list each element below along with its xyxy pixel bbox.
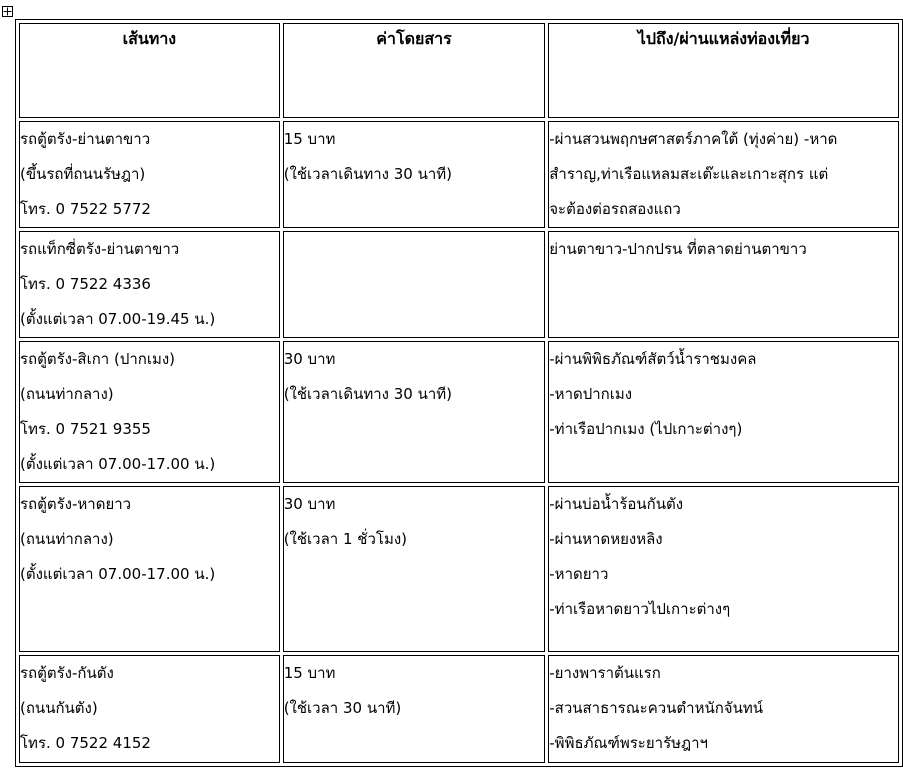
route-line: (ถนนท่ากลาง) <box>20 385 114 403</box>
table-row <box>19 121 899 228</box>
route-cell <box>19 341 280 483</box>
route-line: (ถนนท่ากลาง) <box>20 530 114 548</box>
fare-line: 15 บาท <box>283 664 336 682</box>
destination-line: สำราญ,ท่าเรือแหลมสะเต๊ะและเกาะสุกร แต่ <box>549 165 829 183</box>
destination-line: -พิพิธภัณฑ์พระยารัษฎาฯ <box>549 734 708 752</box>
bus-routes-table <box>15 19 903 767</box>
route-line: รถตู้ตรัง-หาดยาว <box>20 495 132 513</box>
table-row <box>19 486 899 652</box>
route-line: (ขึ้นรถที่ถนนรัษฎา) <box>20 165 146 183</box>
destination-line: -สวนสาธารณะควนตำหนักจันทน์ <box>549 699 763 717</box>
route-line: (ตั้งแต่เวลา 07.00-17.00 น.) <box>20 565 216 583</box>
route-line: (ตั้งแต่เวลา 07.00-19.45 น.) <box>20 310 216 328</box>
route-cell <box>19 486 280 652</box>
table-row <box>19 231 899 338</box>
header-destinations: ไปถึง/ผ่านแหล่งท่องเที่ยว <box>548 23 899 118</box>
fare-line: 30 บาท <box>283 495 336 513</box>
table-row <box>19 655 899 763</box>
table-row <box>19 341 899 483</box>
destination-line: -ผ่านสวนพฤกษศาสตร์ภาคใต้ (ทุ่งค่าย) -หาด <box>549 130 838 148</box>
route-line: โทร. 0 7521 9355 <box>20 420 151 438</box>
route-line: (ตั้งแต่เวลา 07.00-17.00 น.) <box>20 455 216 473</box>
route-line: รถตู้ตรัง-สิเกา (ปากเมง) <box>20 350 176 368</box>
destination-line: จะต้องต่อรถสองแถว <box>549 200 681 218</box>
destinations-cell <box>548 231 899 338</box>
fare-line: (ใช้เวลา 1 ชั่วโมง) <box>283 530 408 548</box>
route-line: โทร. 0 7522 5772 <box>20 200 151 218</box>
destination-line: -ผ่านบ่อน้ำร้อนกันตัง <box>549 495 684 513</box>
fare-line: (ใช้เวลาเดินทาง 30 นาที) <box>283 165 453 183</box>
fare-line: (ใช้เวลา 30 นาที) <box>283 699 402 717</box>
fare-cell <box>283 121 546 228</box>
header-route: เส้นทาง <box>19 23 280 118</box>
route-line: รถตู้ตรัง-ย่านตาขาว <box>20 130 151 148</box>
fare-cell <box>283 341 546 483</box>
destination-line: ย่านตาขาว-ปากปรน ที่ตลาดย่านตาขาว <box>549 240 807 258</box>
fare-cell <box>283 231 546 338</box>
route-cell <box>19 655 280 763</box>
route-cell <box>19 121 280 228</box>
header-fare: ค่าโดยสาร <box>283 23 546 118</box>
fare-cell <box>283 486 546 652</box>
route-line: โทร. 0 7522 4336 <box>20 275 151 293</box>
destination-line: -หาดปากเมง <box>549 385 633 403</box>
destination-line: -หาดยาว <box>549 565 609 583</box>
destination-line: -ท่าเรือหาดยาวไปเกาะต่างๆ <box>549 600 731 618</box>
route-line: รถตู้ตรัง-กันตัง <box>20 664 114 682</box>
destinations-cell <box>548 121 899 228</box>
destination-line: -ยางพาราต้นแรก <box>549 664 661 682</box>
fare-line: (ใช้เวลาเดินทาง 30 นาที) <box>283 385 453 403</box>
fare-line: 30 บาท <box>283 350 336 368</box>
destination-line: -ผ่านหาดหยงหลิง <box>549 530 663 548</box>
destinations-cell <box>548 486 899 652</box>
route-line: รถแท็กซี่ตรัง-ย่านตาขาว <box>20 240 180 258</box>
fare-cell <box>283 655 546 763</box>
route-line: (ถนนกันตัง) <box>20 699 98 717</box>
table-move-handle-icon[interactable] <box>2 6 13 17</box>
destinations-cell <box>548 341 899 483</box>
route-line: โทร. 0 7522 4152 <box>20 734 151 752</box>
destination-line: -ผ่านพิพิธภัณฑ์สัตว์น้ำราชมงคล <box>549 350 757 368</box>
destination-line: -ท่าเรือปากเมง (ไปเกาะต่างๆ) <box>549 420 743 438</box>
fare-line: 15 บาท <box>283 130 336 148</box>
destinations-cell <box>548 655 899 763</box>
route-cell <box>19 231 280 338</box>
table-header-row <box>19 23 899 118</box>
